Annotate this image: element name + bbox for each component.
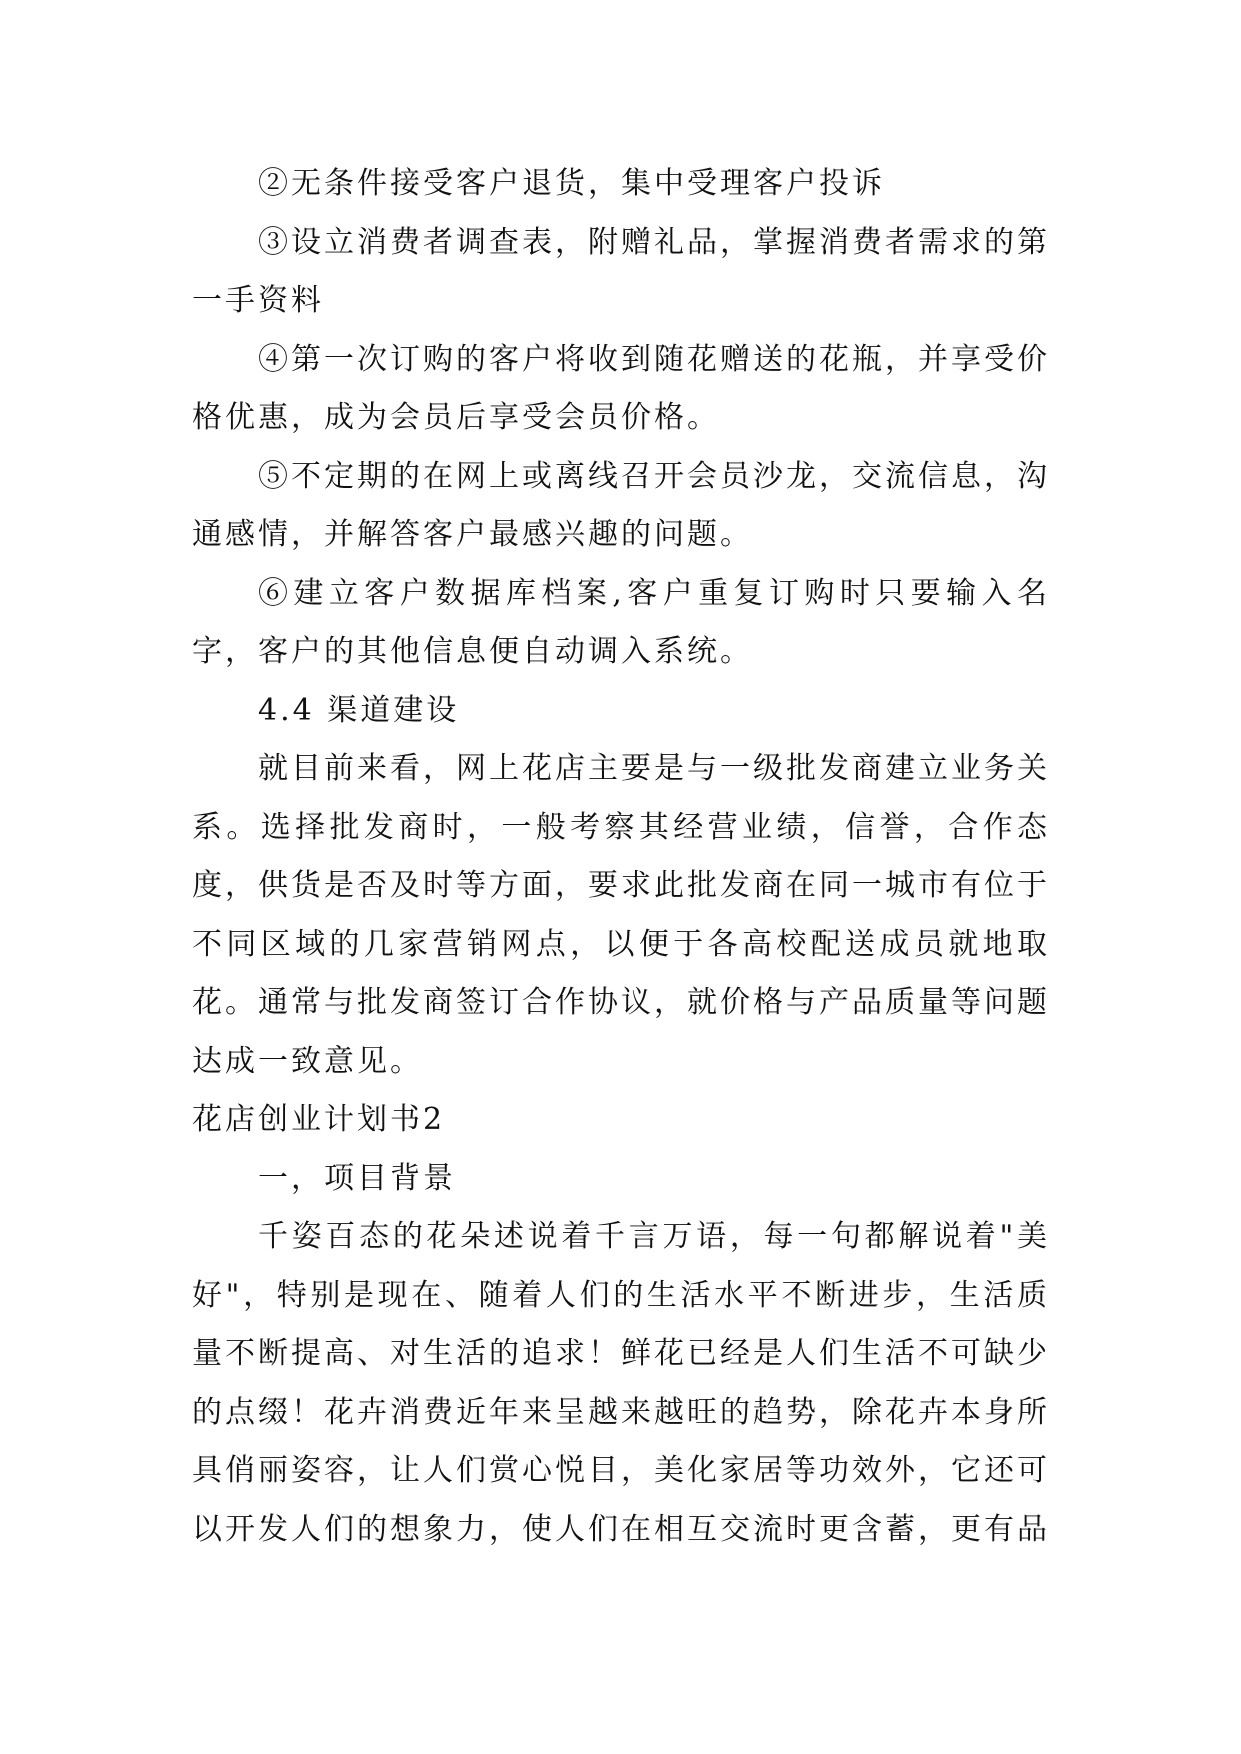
document-page [192,155,1050,1559]
paragraph-background: 千姿百态的花朵述说着千言万语，每一句都解说着"美好"，特别是现在、随着人们的生活水平不断进步，生活质量不断提高、对生活的追求！鲜花已经是人们生活不可缺少的点缀！花卉消费近年来呈越来越旺的趋势，除花卉本身所具俏丽姿容，让人们赏心悦目，美化家居等功效外，它还可以开发人们的想象力，使人们在相互交流时更含蓄，更有品 [192,1219,1050,1547]
document-title: 花店创业计划书2 [192,1102,446,1137]
paragraph-first-order: ④第一次订购的客户将收到随花赠送的花瓶，并享受价格优惠，成为会员后享受会员价格。 [192,341,1050,435]
paragraph-member-salon: ⑤不定期的在网上或离线召开会员沙龙，交流信息，沟通感情，并解答客户最感兴趣的问题。 [192,458,1050,552]
paragraph-customer-database: ⑥建立客户数据库档案,客户重复订购时只要输入名字，客户的其他信息便自动调入系统。 [192,575,1050,669]
paragraph-channel: 就目前来看，网上花店主要是与一级批发商建立业务关系。选择批发商时，一般考察其经营业绩，信誉，合作态度，供货是否及时等方面，要求此批发商在同一城市有位于不同区域的几家营销网点，以便于各高校配送成员就地取花。通常与批发商签订合作协议，就价格与产品质量等问题达成一致意见。 [192,751,1050,1079]
paragraph-survey: ③设立消费者调查表，附赠礼品，掌握消费者需求的第一手资料 [192,224,1050,318]
section-heading-channel: 4.4 渠道建设 [258,692,460,728]
sub-heading-background: 一，项目背景 [258,1160,456,1196]
paragraph-return-policy: ②无条件接受客户退货，集中受理客户投诉 [258,166,885,201]
